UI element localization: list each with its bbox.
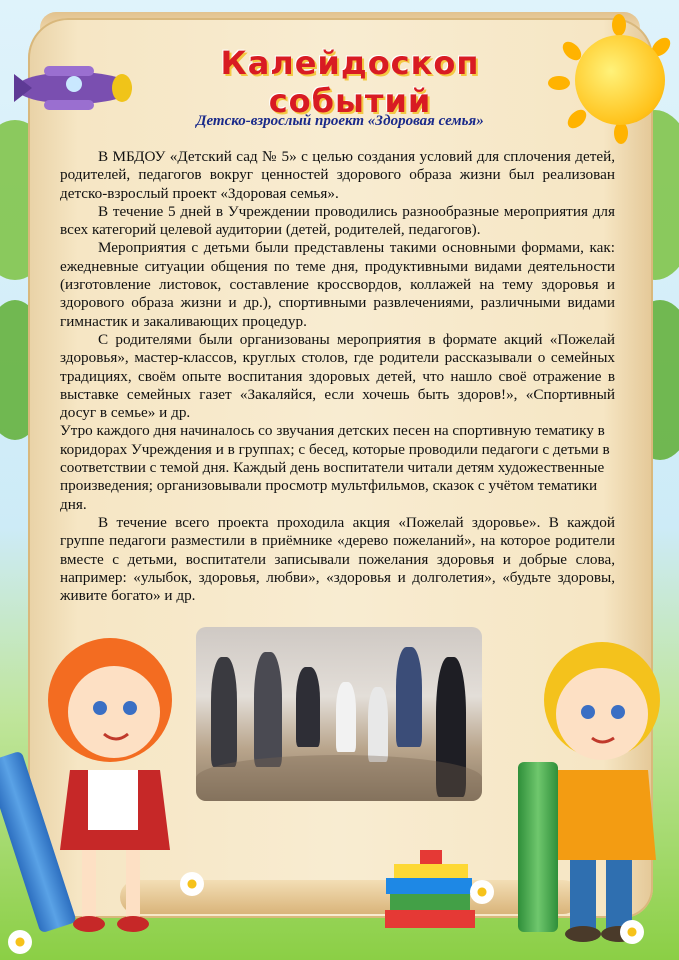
article-paragraph: В МБДОУ «Детский сад № 5» с целью создания условий для сплочения детей, родителей, педагогов вокруг ценностей здорового образа жизни был реализован детско-взрослый проект «Здоровая семья». xyxy=(60,148,615,202)
flower-icon xyxy=(8,930,32,954)
flower-icon xyxy=(470,880,494,904)
article-paragraph: Мероприятия с детьми были представлены такими основными формами, как: ежедневные ситуации общения по теме дня, продуктивными видами деятельности (изготовление листовок, составление кроссвордов, коллажей на тему здоровья и здорового образа жизни и др.), спортивными развлечениями, различными видами гимнастик и закаливающих процедур. xyxy=(60,239,615,330)
article-paragraph: В течение всего проекта проходила акция «Пожелай здоровье». В каждой группе педагоги разместили в приёмнике «дерево пожеланий», на которое родители вместе с детьми, воспитатели записывали пожелания здоровья и добрые слова, например: «улыбок, здоровья, любви», «здоровья и долголетия», «будьте здоровы, живите богато» и др. xyxy=(60,513,615,605)
airplane-icon xyxy=(4,48,142,118)
event-photo xyxy=(196,627,482,801)
page-title: Калейдоскоп событий xyxy=(220,44,480,120)
article-paragraph: Утро каждого дня начиналось со звучания детских песен на спортивную тематику в коридорах Учреждения и в группах; с бесед, которые проводили педагоги с детьми в соответствии с темой дня. Каждый день воспитатели читали детям художественные произведения; организовывали просмотр мультфильмов, сказок с учётом тематики дня. xyxy=(60,422,610,513)
article-subtitle: Детско-взрослый проект «Здоровая семья» xyxy=(196,113,484,129)
flower-icon xyxy=(180,872,204,896)
article-body xyxy=(60,148,615,605)
pencil-icon xyxy=(518,762,558,932)
article-paragraph: С родителями были организованы мероприятия в формате акций «Пожелай здоровья», мастер-классов, круглых столов, где родители рассказывали о семейных традициях, своём опыте воспитания здоровых детей, что нашло своё отражение в выставке семейных газет «Закаляйся, если хочешь быть здоров!», «Спортивный досуг в семье» и др. xyxy=(60,330,615,422)
article-paragraph: В течение 5 дней в Учреждении проводились разнообразные мероприятия для всех категорий целевой аудитории (детей, родителей, педагогов). xyxy=(60,202,615,239)
books-icon xyxy=(380,850,480,935)
flower-icon xyxy=(620,920,644,944)
